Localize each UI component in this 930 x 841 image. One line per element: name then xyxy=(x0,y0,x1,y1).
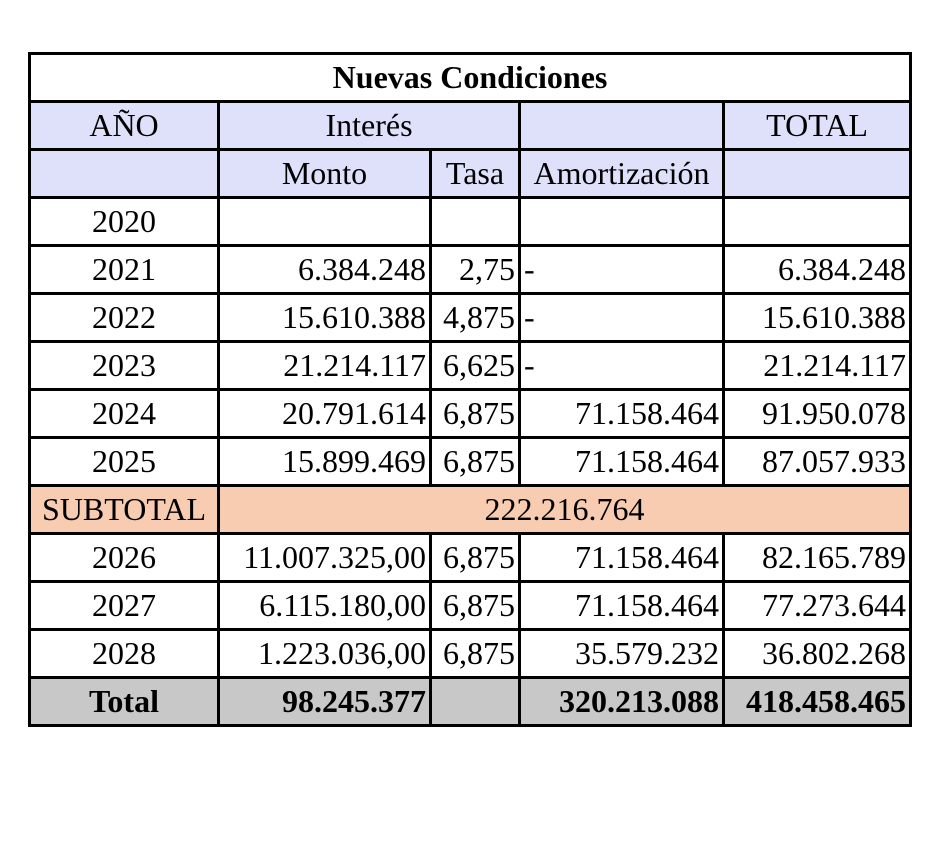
header-amortization-top xyxy=(520,102,724,150)
header-row-2 xyxy=(30,150,911,198)
cell-amortization: 71.158.464 xyxy=(520,582,724,630)
cell-total: 15.610.388 xyxy=(724,294,911,342)
cell-rate: 6,875 xyxy=(431,630,520,678)
cell-total: 21.214.117 xyxy=(724,342,911,390)
header-total-sub xyxy=(724,150,911,198)
cell-amount: 21.214.117 xyxy=(219,342,431,390)
cell-year: 2022 xyxy=(30,294,219,342)
cell-amortization: - xyxy=(520,342,724,390)
cell-rate xyxy=(431,198,520,246)
table-row xyxy=(30,198,911,246)
title-row xyxy=(30,54,911,102)
cell-total: 91.950.078 xyxy=(724,390,911,438)
subtotal-value: 222.216.764 xyxy=(219,486,911,534)
total-label: Total xyxy=(30,678,219,726)
header-year: AÑO xyxy=(30,102,219,150)
header-amount: Monto xyxy=(219,150,431,198)
total-total: 418.458.465 xyxy=(724,678,911,726)
cell-year: 2023 xyxy=(30,342,219,390)
cell-total: 82.165.789 xyxy=(724,534,911,582)
table-row xyxy=(30,342,911,390)
header-interest: Interés xyxy=(219,102,520,150)
cell-amortization: 35.579.232 xyxy=(520,630,724,678)
header-amortization: Amortización xyxy=(520,150,724,198)
cell-amount: 15.610.388 xyxy=(219,294,431,342)
cell-rate: 4,875 xyxy=(431,294,520,342)
cell-amount: 1.223.036,00 xyxy=(219,630,431,678)
table-row xyxy=(30,630,911,678)
cell-amount: 11.007.325,00 xyxy=(219,534,431,582)
cell-amortization: 71.158.464 xyxy=(520,534,724,582)
cell-amount: 6.384.248 xyxy=(219,246,431,294)
cell-total: 36.802.268 xyxy=(724,630,911,678)
cell-amount: 20.791.614 xyxy=(219,390,431,438)
cell-year: 2025 xyxy=(30,438,219,486)
total-row xyxy=(30,678,911,726)
cell-amortization: - xyxy=(520,294,724,342)
cell-amortization: - xyxy=(520,246,724,294)
cell-total: 87.057.933 xyxy=(724,438,911,486)
subtotal-label: SUBTOTAL xyxy=(30,486,219,534)
cell-amortization: 71.158.464 xyxy=(520,438,724,486)
table-row xyxy=(30,534,911,582)
cell-total: 77.273.644 xyxy=(724,582,911,630)
header-year-sub xyxy=(30,150,219,198)
cell-total xyxy=(724,198,911,246)
cell-rate: 6,875 xyxy=(431,438,520,486)
cell-amortization: 71.158.464 xyxy=(520,390,724,438)
table-row xyxy=(30,294,911,342)
cell-rate: 2,75 xyxy=(431,246,520,294)
cell-year: 2020 xyxy=(30,198,219,246)
cell-year: 2027 xyxy=(30,582,219,630)
cell-rate: 6,875 xyxy=(431,534,520,582)
header-rate: Tasa xyxy=(431,150,520,198)
cell-rate: 6,625 xyxy=(431,342,520,390)
table-row xyxy=(30,582,911,630)
table-title: Nuevas Condiciones xyxy=(30,54,911,102)
cell-year: 2026 xyxy=(30,534,219,582)
total-amortization: 320.213.088 xyxy=(520,678,724,726)
subtotal-row xyxy=(30,486,911,534)
cell-amount: 15.899.469 xyxy=(219,438,431,486)
table-row xyxy=(30,390,911,438)
header-total: TOTAL xyxy=(724,102,911,150)
cell-total: 6.384.248 xyxy=(724,246,911,294)
table-row xyxy=(30,438,911,486)
cell-amortization xyxy=(520,198,724,246)
cell-amount xyxy=(219,198,431,246)
header-row-1 xyxy=(30,102,911,150)
total-amount: 98.245.377 xyxy=(219,678,431,726)
cell-amount: 6.115.180,00 xyxy=(219,582,431,630)
cell-year: 2028 xyxy=(30,630,219,678)
cell-rate: 6,875 xyxy=(431,390,520,438)
cell-year: 2024 xyxy=(30,390,219,438)
conditions-table xyxy=(28,52,912,727)
cell-year: 2021 xyxy=(30,246,219,294)
total-rate xyxy=(431,678,520,726)
cell-rate: 6,875 xyxy=(431,582,520,630)
table-row xyxy=(30,246,911,294)
